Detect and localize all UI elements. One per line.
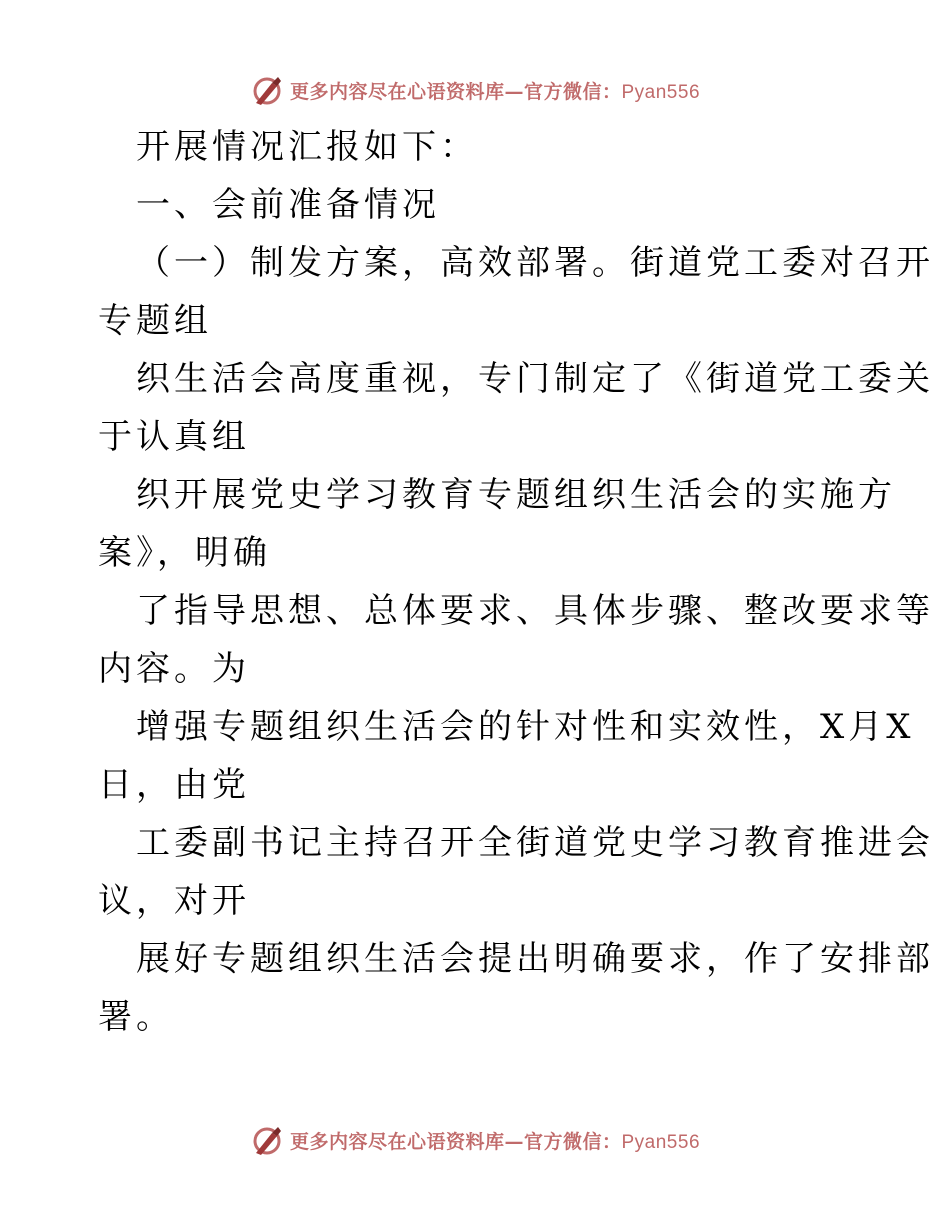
paragraph-line: 了指导思想、总体要求、具体步骤、整改要求等	[136, 591, 934, 631]
pen-logo-icon	[250, 73, 284, 107]
section-heading: 一、会前准备情况	[136, 185, 440, 225]
paragraph-line: 专题组	[98, 301, 212, 341]
paragraph-line: 开展情况汇报如下：	[136, 127, 478, 167]
pen-logo-icon	[250, 1123, 284, 1157]
paragraph-line: 工委副书记主持召开全街道党史学习教育推进会	[136, 823, 934, 863]
paragraph-line: 织开展党史学习教育专题组织生活会的实施方	[136, 475, 896, 515]
paragraph-line: 增强专题组织生活会的针对性和实效性，X月X	[136, 707, 915, 747]
paragraph-line: 于认真组	[98, 417, 250, 457]
watermark-banner-top	[0, 70, 950, 110]
paragraph-line: 展好专题组织生活会提出明确要求，作了安排部	[136, 939, 934, 979]
watermark-banner-bottom	[0, 1120, 950, 1160]
paragraph-line: 日，由党	[98, 765, 250, 805]
paragraph-line: （一）制发方案，高效部署。街道党工委对召开	[136, 243, 934, 283]
document-body	[98, 118, 934, 1046]
paragraph-line: 署。	[98, 997, 174, 1037]
watermark-text: 更多内容尽在心语资料库—官方微信：Pyan556	[289, 80, 701, 103]
paragraph-line: 织生活会高度重视，专门制定了《街道党工委关	[136, 359, 934, 399]
paragraph-line: 议，对开	[98, 881, 250, 921]
paragraph-line: 案》，明确	[98, 533, 271, 573]
paragraph-line: 内容。为	[98, 649, 250, 689]
watermark-text: 更多内容尽在心语资料库—官方微信：Pyan556	[289, 1130, 701, 1153]
